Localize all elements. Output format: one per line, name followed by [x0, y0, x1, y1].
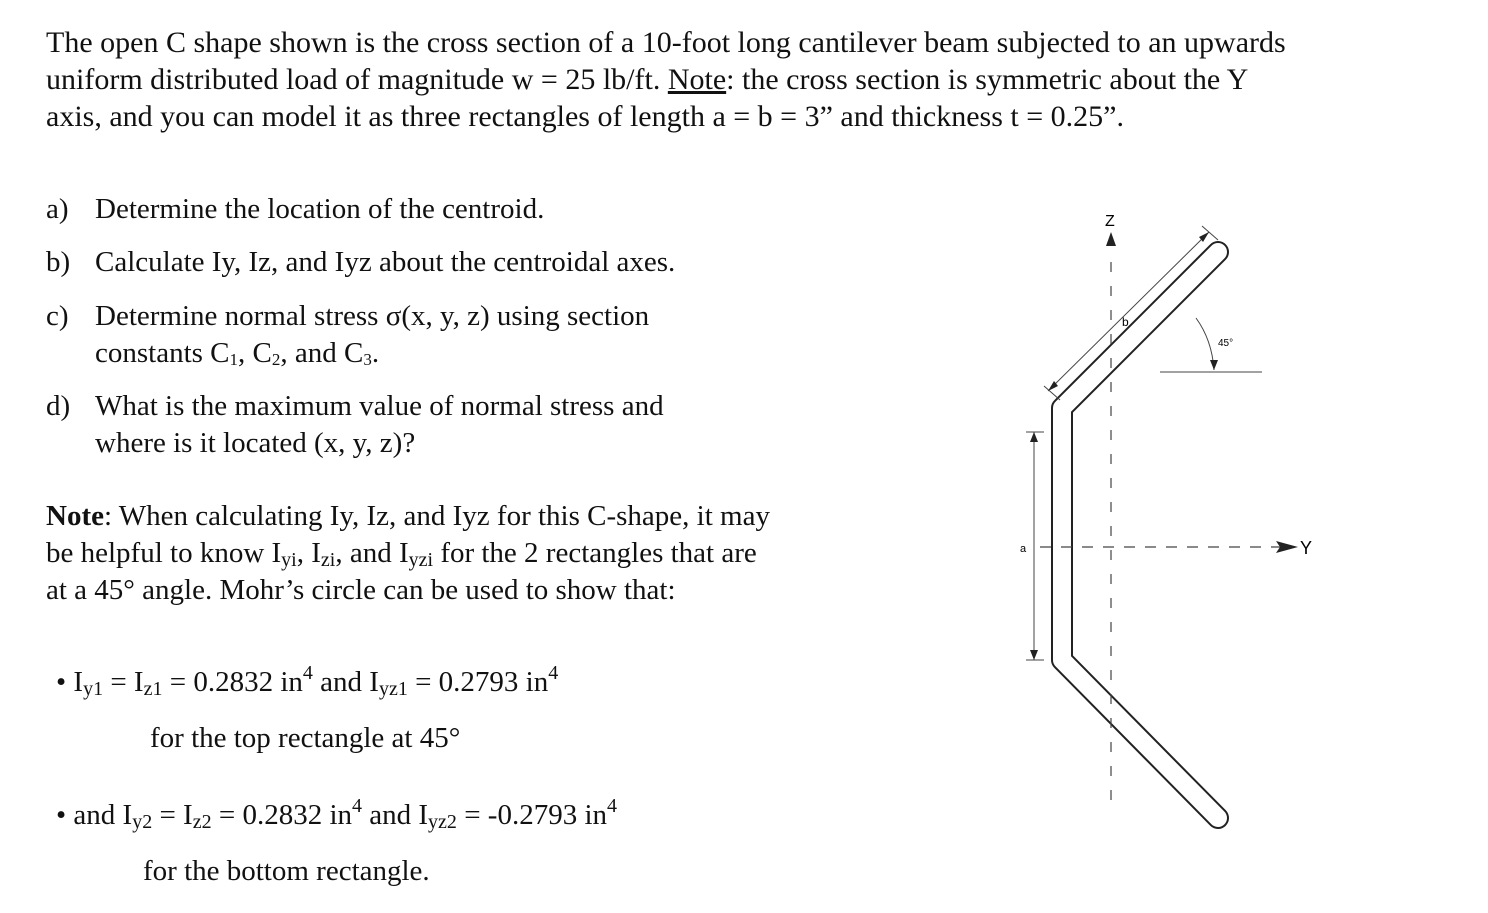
- eq2-exp-2: 4: [607, 795, 618, 817]
- dimension-a-label: a: [1020, 543, 1027, 555]
- intro-line-2-start: uniform distributed load of magnitude w = 25 lb/ft.: [46, 63, 668, 96]
- note-line-3: at a 45° angle. Mohr’s circle can be used to show that:: [46, 574, 676, 606]
- question-a: [46, 191, 544, 228]
- question-c-label: c): [46, 300, 69, 332]
- angle-arrow: [1210, 360, 1218, 370]
- equation-top-rectangle: [56, 664, 558, 701]
- sub-zi: zi: [320, 549, 336, 571]
- question-c-line-2: [46, 335, 649, 378]
- c-sep-1: , C: [238, 337, 272, 369]
- eq2-sub-yz2: yz2: [428, 811, 457, 833]
- c-section-figure: [960, 190, 1320, 870]
- c1-subscript: 1: [229, 350, 239, 369]
- c3-subscript: 3: [363, 350, 372, 369]
- dimension-a-arrow-bottom: [1030, 650, 1038, 660]
- note-2d: for the 2 rectangles that are: [433, 537, 757, 569]
- eq1-val-1: = 0.2832 in: [162, 666, 303, 698]
- question-c: [46, 298, 649, 378]
- z-axis-label: Z: [1105, 213, 1115, 230]
- question-a-text: Determine the location of the centroid.: [95, 193, 545, 225]
- note-line-1-text: : When calculating Iy, Iz, and Iyz for this C-shape, it may: [103, 500, 770, 532]
- question-d-label: d): [46, 390, 71, 422]
- note-underlined: Note: [667, 63, 727, 96]
- c-shape-inner: [1062, 252, 1218, 818]
- note-2c: , and I: [335, 537, 409, 569]
- dimension-a-arrow-top: [1030, 432, 1038, 442]
- intro-line-1: The open C shape shown is the cross section of a 10-foot long cantilever beam subjected to an upwards: [46, 26, 1286, 59]
- eq2-val-1: = 0.2832 in: [211, 799, 353, 831]
- note-2a: be helpful to know I: [46, 537, 282, 569]
- intro-line-2-end: : the cross section is symmetric about the Y: [726, 63, 1249, 96]
- note-bold: Note: [46, 500, 104, 532]
- eq1-eq: = I: [103, 666, 144, 698]
- question-b-text: Calculate Iy, Iz, and Iyz about the centroidal axes.: [95, 246, 676, 278]
- eq2-val-2: = -0.2793 in: [456, 799, 608, 831]
- intro-line-2: [46, 61, 1406, 98]
- y-axis-label: Y: [1300, 538, 1313, 558]
- eq1-val-2: = 0.2793 in: [407, 666, 549, 698]
- bullet-2: •: [56, 799, 67, 831]
- note-line-1: [46, 498, 876, 535]
- problem-statement: [46, 24, 1406, 135]
- angle-label: 45°: [1218, 338, 1234, 349]
- bullet-1: •: [56, 666, 67, 698]
- eq1-exp-1: 4: [302, 662, 313, 684]
- caption-bottom-rectangle: for the bottom rectangle.: [143, 855, 430, 887]
- eq1-sub-yz1: yz1: [378, 678, 408, 700]
- eq2-and: and I: [362, 799, 429, 831]
- sub-yi: yi: [281, 549, 297, 571]
- z-axis-arrow: [1106, 232, 1116, 246]
- note-paragraph: [46, 498, 876, 609]
- eq2-exp-1: 4: [352, 795, 363, 817]
- dimension-b-label: b: [1122, 315, 1129, 329]
- eq2-sub-y2: y2: [132, 811, 153, 833]
- caption-top-rectangle: for the top rectangle at 45°: [150, 722, 461, 754]
- note-2b: , I: [296, 537, 321, 569]
- c-end: .: [371, 337, 380, 369]
- question-d-line-2: where is it located (x, y, z)?: [95, 427, 416, 459]
- eq2-sub-z2: z2: [192, 811, 212, 833]
- eq1-I: I: [73, 666, 84, 698]
- sub-yzi: yzi: [408, 549, 434, 571]
- c-constants-start: constants C: [95, 337, 230, 369]
- eq1-sub-z1: z1: [143, 678, 163, 700]
- eq2-pre: and I: [66, 799, 133, 831]
- eq1-and: and I: [312, 666, 379, 698]
- question-c-line-1: Determine normal stress σ(x, y, z) using section: [95, 300, 650, 332]
- eq1-exp-2: 4: [548, 662, 559, 684]
- note-line-2: [46, 535, 876, 572]
- intro-line-3: axis, and you can model it as three rectangles of length a = b = 3” and thickness t = 0.25”.: [46, 100, 1124, 133]
- eq2-eq: = I: [152, 799, 193, 831]
- question-b-label: b): [46, 246, 71, 278]
- question-d-line-1: What is the maximum value of normal stress and: [95, 390, 664, 422]
- dimension-b-line: [1048, 232, 1209, 391]
- eq1-sub-y1: y1: [83, 678, 104, 700]
- question-d: [46, 388, 664, 462]
- question-b: [46, 244, 675, 281]
- equation-bottom-rectangle: [56, 797, 617, 834]
- question-a-label: a): [46, 193, 69, 225]
- c-sep-2: , and C: [280, 337, 364, 369]
- c2-subscript: 2: [271, 350, 281, 369]
